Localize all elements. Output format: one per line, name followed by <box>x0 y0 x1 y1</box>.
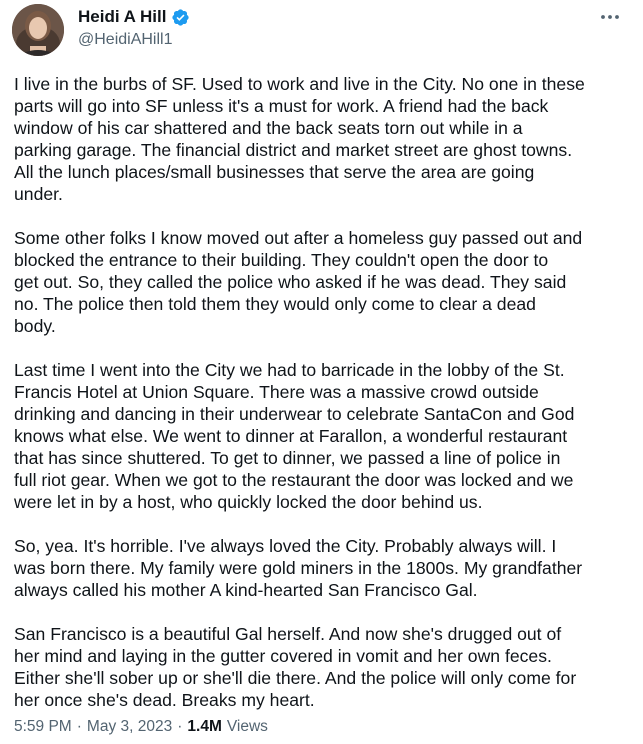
author-handle[interactable]: @HeidiAHill1 <box>78 31 173 48</box>
author-block <box>78 6 190 49</box>
tweet-meta <box>14 718 268 736</box>
views-label: Views <box>226 718 268 735</box>
meta-separator: · <box>76 718 82 735</box>
name-row <box>78 6 190 28</box>
tweet-time[interactable]: 5:59 PM <box>14 718 72 735</box>
avatar[interactable] <box>12 4 64 56</box>
tweet-paragraph: Some other folks I know moved out after a homeless guy passed out and blocked the entrance to their building. They couldn't open the door to get out. So, they called the police who asked if he was dead. They said no. The police then told them they would only come to clear a dead body. <box>14 228 583 336</box>
tweet-paragraph: San Francisco is a beautiful Gal herself. And now she's drugged out of her mind and laying in the gutter covered in vomit and her own feces. Either she'll sober up or she'll die there. And the police will only come for her once she's dead. Breaks my heart. <box>14 624 577 710</box>
tweet-text <box>14 73 632 733</box>
tweet-paragraph: So, yea. It's horrible. I've always loved the City. Probably always will. I was born there. My family were gold miners in the 1800s. My grandfather always called his mother A kind-hearted San Francisco Gal. <box>14 536 583 600</box>
views-count[interactable]: 1.4M <box>187 718 222 735</box>
tweet-date[interactable]: May 3, 2023 <box>86 718 173 735</box>
more-options-icon[interactable] <box>599 10 621 24</box>
tweet-paragraph: Last time I went into the City we had to barricade in the lobby of the St. Francis Hotel at Union Square. There was a massive crowd outside drinking and dancing in their underwear to celebrate SantaCon and God knows what else. We went to dinner at Farallon, a wonderful restaurant that has since shuttered. To get to dinner, we passed a line of police in full riot gear. When we got to the restaurant the door was locked and we were let in by a host, who quickly locked the door behind us. <box>14 360 575 512</box>
verified-badge-icon[interactable] <box>171 8 190 27</box>
meta-separator: · <box>177 718 183 735</box>
author-display-name[interactable]: Heidi A Hill <box>78 7 167 26</box>
tweet-paragraph: I live in the burbs of SF. Used to work and live in the City. No one in these parts will go into SF unless it's a must for work. A friend had the back window of his car shattered and the back seats torn out while in a parking garage. The financial district and market street are ghost towns. All the lunch places/small businesses that serve the area are going under. <box>14 74 585 204</box>
